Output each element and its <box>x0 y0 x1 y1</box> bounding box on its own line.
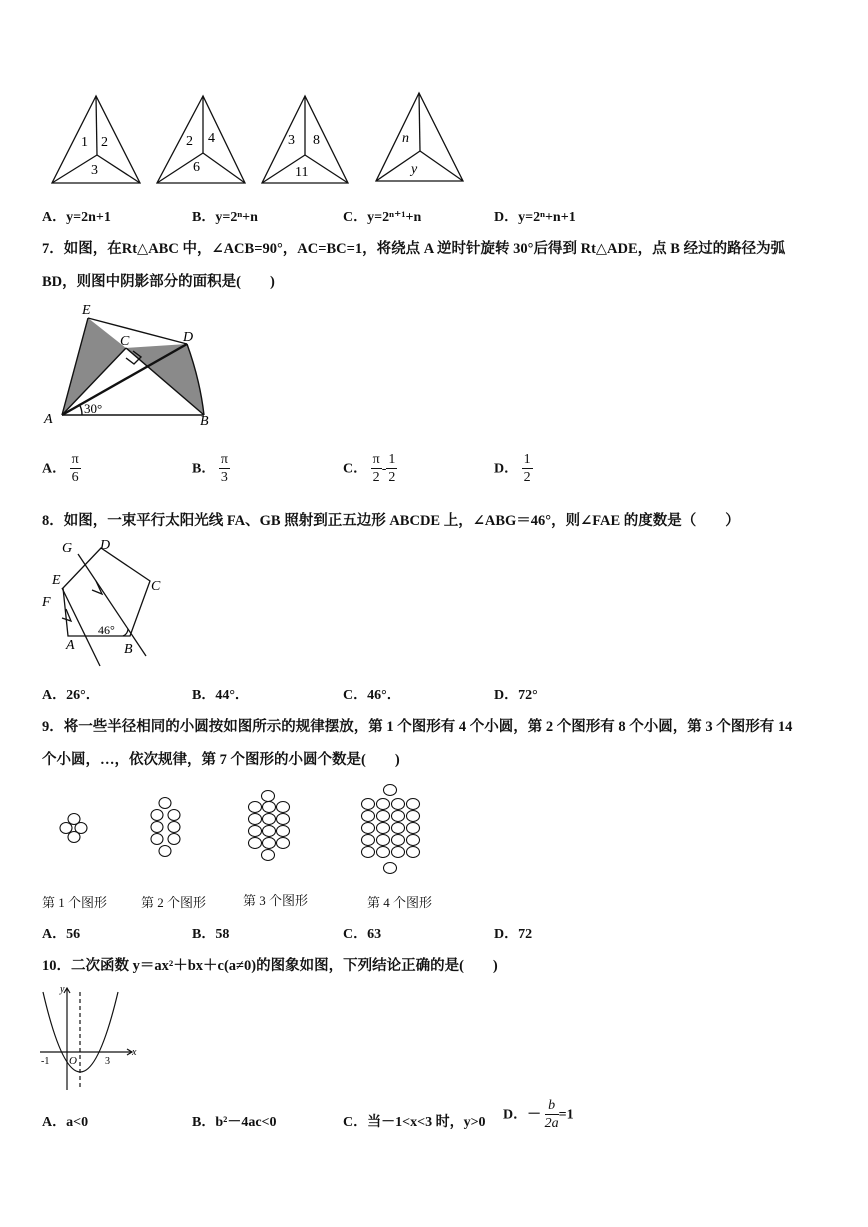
q7-label-b: B <box>200 414 209 429</box>
q6-t2-c: 6 <box>193 160 200 175</box>
q6-t4-a: n <box>402 131 409 146</box>
q7-figure <box>40 300 220 430</box>
q10-option-b: B．b²－4ac<0 <box>192 1115 277 1130</box>
q6-triangle-4 <box>376 93 463 181</box>
q9-figure-2 <box>151 798 180 857</box>
q7-option-a <box>42 452 81 487</box>
q10-label-3: 3 <box>105 1056 110 1067</box>
q8-label-e: E <box>52 573 61 588</box>
q9-option-c: C．63 <box>343 927 382 942</box>
q10-option-d-den: 2a <box>544 1116 559 1131</box>
q6-t1-b: 2 <box>101 135 108 150</box>
q9-caption-2: 第 2 个图形 <box>141 895 207 910</box>
q6-option-b: B．y=2ⁿ+n <box>192 210 258 225</box>
q7-option-d <box>494 452 533 487</box>
q7-option-c-den1: 2 <box>372 470 380 485</box>
q7-text-line1: 7．如图，在Rt△ABC 中，∠ACB=90°，AC=BC=1，将绕点 A 逆时针旋转 30°后得到 Rt△ADE，点 B 经过的路径为弧 <box>42 241 786 257</box>
q8-option-d: D．72° <box>494 688 538 703</box>
q7-label-d: D <box>183 330 194 345</box>
q10-label-y: y <box>60 984 65 995</box>
q10-option-d-num: b <box>545 1098 559 1115</box>
q7-option-c-fraction-2 <box>386 452 397 487</box>
q8-option-c: C．46°． <box>343 688 401 703</box>
q7-option-c-minus: - <box>381 461 387 477</box>
q8-label-b: B <box>124 642 133 657</box>
q8-angle-label: 46° <box>98 623 115 637</box>
q10-label-x: x <box>132 1047 137 1058</box>
q7-option-c-num1: π <box>372 452 380 467</box>
q9-option-b: B．58 <box>192 927 230 942</box>
q6-t4-c: y <box>411 162 418 177</box>
q7-option-b-num: π <box>220 452 228 467</box>
q9-option-a: A．56 <box>42 927 81 942</box>
q7-option-d-den: 2 <box>523 470 531 485</box>
q7-label-c: C <box>120 334 130 349</box>
q7-option-c-num2: 1 <box>388 452 396 467</box>
q8-label-f: F <box>42 595 51 610</box>
q9-caption-3: 第 3 个图形 <box>243 893 309 908</box>
q8-label-d: D <box>100 538 111 553</box>
q10-parabola-figure <box>36 982 146 1094</box>
q9-caption-4: 第 4 个图形 <box>367 895 433 910</box>
q9-text-line2: 个小圆，…，依次规律，第 7 个图形的小圆个数是( ) <box>42 752 400 768</box>
q7-option-c-label: C． <box>343 461 368 477</box>
q9-circles-figure <box>40 780 440 885</box>
q6-t1-a: 1 <box>81 135 88 150</box>
q9-text-line1: 9．将一些半径相同的小圆按如图所示的规律摆放，第 1 个图形有 4 个小圆，第 2 个图形有 8 个小圆，第 3 个图形有 14 <box>42 719 793 735</box>
q8-label-g: G <box>62 541 73 556</box>
q7-label-e: E <box>82 303 91 318</box>
q7-label-a: A <box>44 412 53 427</box>
q7-text-line2: BD，则图中阴影部分的面积是( ) <box>42 274 275 290</box>
q6-t1-c: 3 <box>91 163 98 178</box>
q7-option-d-num: 1 <box>523 452 531 467</box>
q6-option-c: C．y=2ⁿ⁺¹+n <box>343 210 422 225</box>
q10-option-d-rest: =1 <box>558 1107 574 1123</box>
q7-option-a-num: π <box>71 452 79 467</box>
q7-option-a-label: A． <box>42 461 67 477</box>
q10-option-d <box>503 1098 574 1133</box>
q6-option-d: D．y=2ⁿ+n+1 <box>494 210 576 225</box>
q10-option-d-fraction <box>545 1098 559 1133</box>
q8-text-line1: 8．如图，一束平行太阳光线 FA、GB 照射到正五边形 ABCDE 上，∠ABG＝46°，则∠FAE 的度数是（ ） <box>42 513 740 529</box>
q8-label-a: A <box>66 638 75 653</box>
q7-option-a-fraction <box>70 452 81 487</box>
q9-caption-1: 第 1 个图形 <box>42 895 108 910</box>
q7-option-d-fraction <box>522 452 533 487</box>
q10-text-line1: 10．二次函数 y＝ax²＋bx＋c(a≠0)的图象如图，下列结论正确的是( ) <box>42 958 498 974</box>
q7-option-d-label: D． <box>494 461 519 477</box>
q8-label-c: C <box>151 579 161 594</box>
q6-t3-a: 3 <box>288 133 295 148</box>
q7-option-b-den: 3 <box>220 470 228 485</box>
q10-option-a: A．a<0 <box>42 1115 89 1130</box>
q7-option-c <box>343 452 397 487</box>
q10-option-d-label: D．－ <box>503 1107 542 1123</box>
q9-figure-1 <box>60 814 87 843</box>
q9-figure-4 <box>362 785 420 874</box>
q8-option-a: A．26°． <box>42 688 100 703</box>
q7-option-c-den2: 2 <box>388 470 396 485</box>
q8-option-b: B．44°． <box>192 688 249 703</box>
q6-t3-c: 11 <box>295 165 309 180</box>
q6-t2-a: 2 <box>186 134 193 149</box>
q7-option-b-label: B． <box>192 461 216 477</box>
q6-triangle-2 <box>157 96 245 183</box>
q6-option-a: A．y=2n+1 <box>42 210 111 225</box>
q10-label-origin: O <box>69 1055 77 1067</box>
q6-triangles-figure <box>40 88 480 190</box>
q9-figure-3 <box>249 791 290 861</box>
q6-t3-b: 8 <box>313 133 320 148</box>
q8-figure <box>38 536 168 671</box>
q6-t2-b: 4 <box>208 131 215 146</box>
q7-option-b <box>192 452 230 487</box>
q7-option-a-den: 6 <box>71 470 79 485</box>
q7-option-c-fraction-1 <box>371 452 382 487</box>
q10-option-c: C．当－1<x<3 时，y>0 <box>343 1115 486 1130</box>
q9-option-d: D．72 <box>494 927 533 942</box>
q10-label-minus1: -1 <box>41 1056 50 1067</box>
q7-option-b-fraction <box>219 452 230 487</box>
q7-angle-label: 30° <box>84 401 103 416</box>
